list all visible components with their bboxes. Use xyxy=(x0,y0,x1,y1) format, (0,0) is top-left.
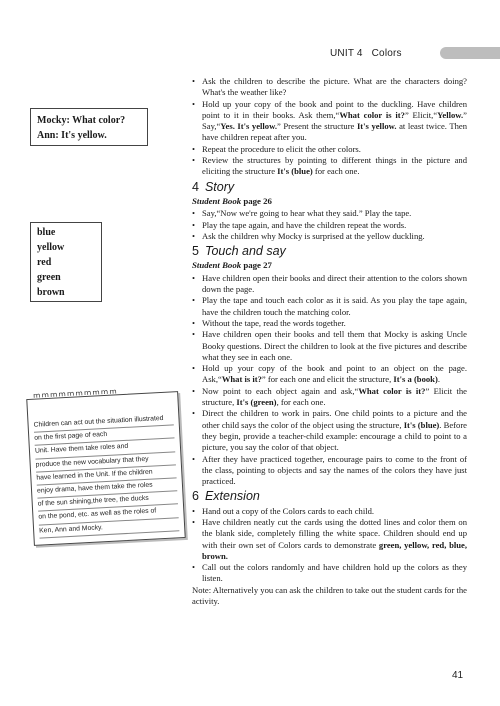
running-header xyxy=(330,48,402,59)
list-item: • Hand out a copy of the Colors cards to each child. xyxy=(192,506,467,517)
spiral-binding-icon: ᵐᵐᵐᵐᵐᵐᵐᵐᵐᵐ xyxy=(32,386,119,405)
teacher-note: Note: Alternatively you can ask the children to take out the student cards for the activity. xyxy=(192,584,467,607)
dialogue-line: Mocky: What color? xyxy=(37,115,126,126)
notebook-line: have learned in the Unit. If the children xyxy=(36,465,176,486)
intro-list xyxy=(192,76,467,178)
list-item: • Without the tape, read the words together. xyxy=(192,318,467,329)
dialogue-box xyxy=(30,108,148,146)
section-heading-extension: 6 Extension xyxy=(192,489,260,504)
student-book-ref: Student Book page 26 xyxy=(192,195,272,206)
notebook-line: Ken, Ann and Mocky. xyxy=(39,518,179,539)
list-item: • Now point to each object again and ask,“What color is it?” Elicit the structure, It's (green), for each one. xyxy=(192,386,467,409)
notebook-line: enjoy drama, have them take the roles xyxy=(37,478,177,499)
color-word: green xyxy=(37,272,61,283)
list-item: • Hold up your copy of the book and point to an object on the page. Ask,“What is it?” for each one and elicit the structure, It's a (book). xyxy=(192,363,467,386)
list-item: • After they have practiced together, encourage pairs to come to the front of the class, pointing to objects and say the names of the colors they have just practiced. xyxy=(192,454,467,488)
unit-title: Colors xyxy=(371,48,402,59)
page-number: 41 xyxy=(452,670,464,681)
dialogue-line: Ann: It's yellow. xyxy=(37,130,107,141)
list-item: • Say,“Now we're going to hear what they said.” Play the tape. xyxy=(192,208,467,219)
student-book-ref: Student Book page 27 xyxy=(192,260,272,271)
tip-notebook xyxy=(26,386,185,546)
list-item: • Ask the children to describe the picture. What are the characters doing? What's the weather like? xyxy=(192,76,467,99)
story-list xyxy=(192,208,467,242)
color-word: blue xyxy=(37,227,56,238)
list-item: • Ask the children why Mocky is surprised at the yellow duckling. xyxy=(192,231,467,242)
notebook-line: produce the new vocabulary that they xyxy=(35,452,175,473)
main-column xyxy=(192,76,467,607)
notebook-line: on the pond, etc. as well as the roles of xyxy=(38,505,178,526)
header-tab-decoration xyxy=(440,47,500,59)
section-heading-touch-and-say: 5 Touch and say xyxy=(192,244,286,259)
extension-list xyxy=(192,506,467,585)
list-item: • Direct the children to work in pairs. One child points to a picture and the other child says the color of the object using the structure, It's (blue). Before they begin, provide a teacher-child example: encourage a child to point to a picture, you say the color of that object. xyxy=(192,408,467,453)
notebook-line: of the sun shining,the tree, the ducks xyxy=(37,492,177,513)
color-word: yellow xyxy=(37,242,65,253)
list-item: • Repeat the procedure to elicit the other colors. xyxy=(192,144,467,155)
list-item: • Have children open their books and direct their attention to the colors shown down the page. xyxy=(192,273,467,296)
list-item: • Have children neatly cut the cards using the dotted lines and color them on the blank side, completely filling the white space. Children should end up with their own set of Colors cards to demonstrate green, yellow, red, blue, brown. xyxy=(192,517,467,562)
list-item: • Play the tape again, and have the children repeat the words. xyxy=(192,220,467,231)
list-item: • Hold up your copy of the book and point to the duckling. Have children point to it in their books. Ask them,“What color is it?” Elicit,“Yellow.” Say,“Yes. It's yellow.” Present the structure It's yellow. at least twice. Then have children repeat after you. xyxy=(192,99,467,144)
list-item: • Call out the colors randomly and have children hold up the colors as they listen. xyxy=(192,562,467,585)
color-word: brown xyxy=(37,287,65,298)
notebook-line: Unit. Have them take roles and xyxy=(35,439,175,460)
list-item: • Review the structures by pointing to different things in the picture and eliciting the structure It's (blue) for each one. xyxy=(192,155,467,178)
color-words-box xyxy=(30,222,102,302)
unit-label: UNIT 4 xyxy=(330,48,363,59)
list-item: • Play the tape and touch each color as it is said. As you play the tape again, have the children touch the matching color. xyxy=(192,295,467,318)
notebook-line: on the first page of each xyxy=(34,426,174,447)
list-item: • Have children open their books and tell them that Mocky is asking Uncle Booky questions. Direct the children to look at the five pictures and describe what they see in each one. xyxy=(192,329,467,363)
section-heading-story: 4 Story xyxy=(192,179,235,194)
notebook-line: Children can act out the situation illustrated xyxy=(33,412,173,433)
touch-and-say-list xyxy=(192,273,467,488)
color-word: red xyxy=(37,257,52,268)
